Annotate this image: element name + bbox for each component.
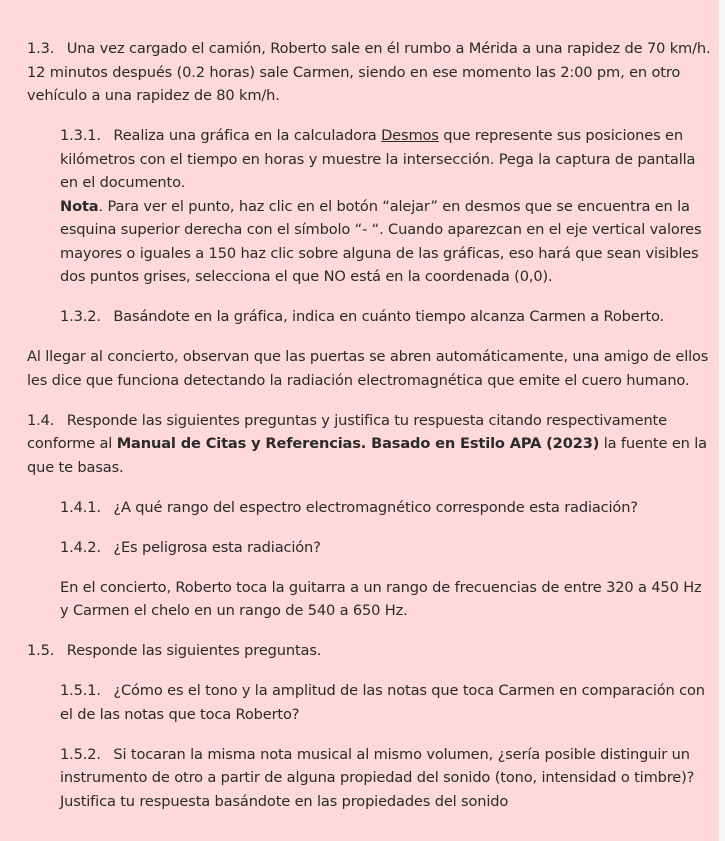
question-text: Realiza una gráfica en la calculadora [113,127,382,144]
question-number: 1.5.2. [60,745,101,763]
question-text-cont: que represente sus posiciones en kilómetros con el tiempo en horas y muestre la intersección. Pega la captura de pantalla en el documento. [60,127,696,191]
question-1-3-2 [60,305,712,329]
question-1-4-2 [60,536,712,560]
page-edge [719,0,725,841]
question-text: ¿Cómo es el tono y la amplitud de las notas que toca Carmen en comparación con el de las notas que toca Roberto? [60,682,705,723]
desmos-link[interactable]: Desmos [381,127,439,144]
question-text: Una vez cargado el camión, Roberto sale en él rumbo a Mérida a una rapidez de 70 km/h. 12 minutos después (0.2 horas) sale Carmen, siendo en ese momento las 2:00 pm, en otro vehículo a una rapidez de 80 km/h. [27,40,711,104]
question-1-3 [27,37,712,108]
question-number: 1.5.1. [60,682,101,699]
question-text: Basándote en la gráfica, indica en cuánto tiempo alcanza Carmen a Roberto. [113,308,665,325]
question-1-5 [27,639,712,663]
note-paragraph [60,195,712,289]
question-number: 1.4.2. [60,538,101,556]
question-1-4-1 [60,496,712,520]
question-number: 1.5. [27,642,55,659]
question-1-3-1 [60,124,712,195]
question-text: ¿Es peligrosa esta radiación? [113,538,321,556]
question-1-5-2 [60,743,712,814]
question-1-5-1 [60,679,712,726]
question-text-cont: la fuente en la que te basas. [27,435,707,476]
question-number: 1.3.1. [60,127,101,144]
question-number: 1.3. [27,40,55,57]
question-number: 1.4.1. [60,498,101,516]
question-number: 1.4. [27,411,55,429]
manual-reference: Manual de Citas y Referencias. Basado en Estilo APA (2023) [116,435,600,452]
note-text: . Para ver el punto, haz clic en el botón “alejar” en desmos que se encuentra en la esquina superior derecha con el símbolo “- “. Cuando aparezcan en el eje vertical valores mayores o iguales a 150 haz clic sobre alguna de las gráficas, eso hará que sean visibles dos puntos grises, selecciona el que NO está en la coordenada (0,0). [60,197,702,285]
question-1-4 [27,409,712,480]
concert-intro-paragraph: Al llegar al concierto, observan que las puertas se abren automáticamente, una amigo de ellos les dice que funciona detectando la radiación electromagnética que emite el cuero humano. [27,348,709,389]
document-body [27,37,712,813]
question-text: ¿A qué rango del espectro electromagnético corresponde esta radiación? [113,498,638,516]
question-text: Responde las siguientes preguntas. [66,642,322,659]
question-number: 1.3.2. [60,308,101,325]
concert-frequency-paragraph: En el concierto, Roberto toca la guitarra a un rango de frecuencias de entre 320 a 450 Hz y Carmen el chelo en un rango de 540 a 650 Hz. [60,578,702,619]
question-text: Si tocaran la misma nota musical al mismo volumen, ¿sería posible distinguir un instrumento de otro a partir de alguna propiedad del sonido (tono, intensidad o timbre)? Justifica tu respuesta basándote en las propiedades del sonido [60,745,695,810]
note-label: Nota [60,197,99,215]
question-text: Responde las siguientes preguntas y justifica tu respuesta citando respectivamente conforme al [27,411,667,452]
